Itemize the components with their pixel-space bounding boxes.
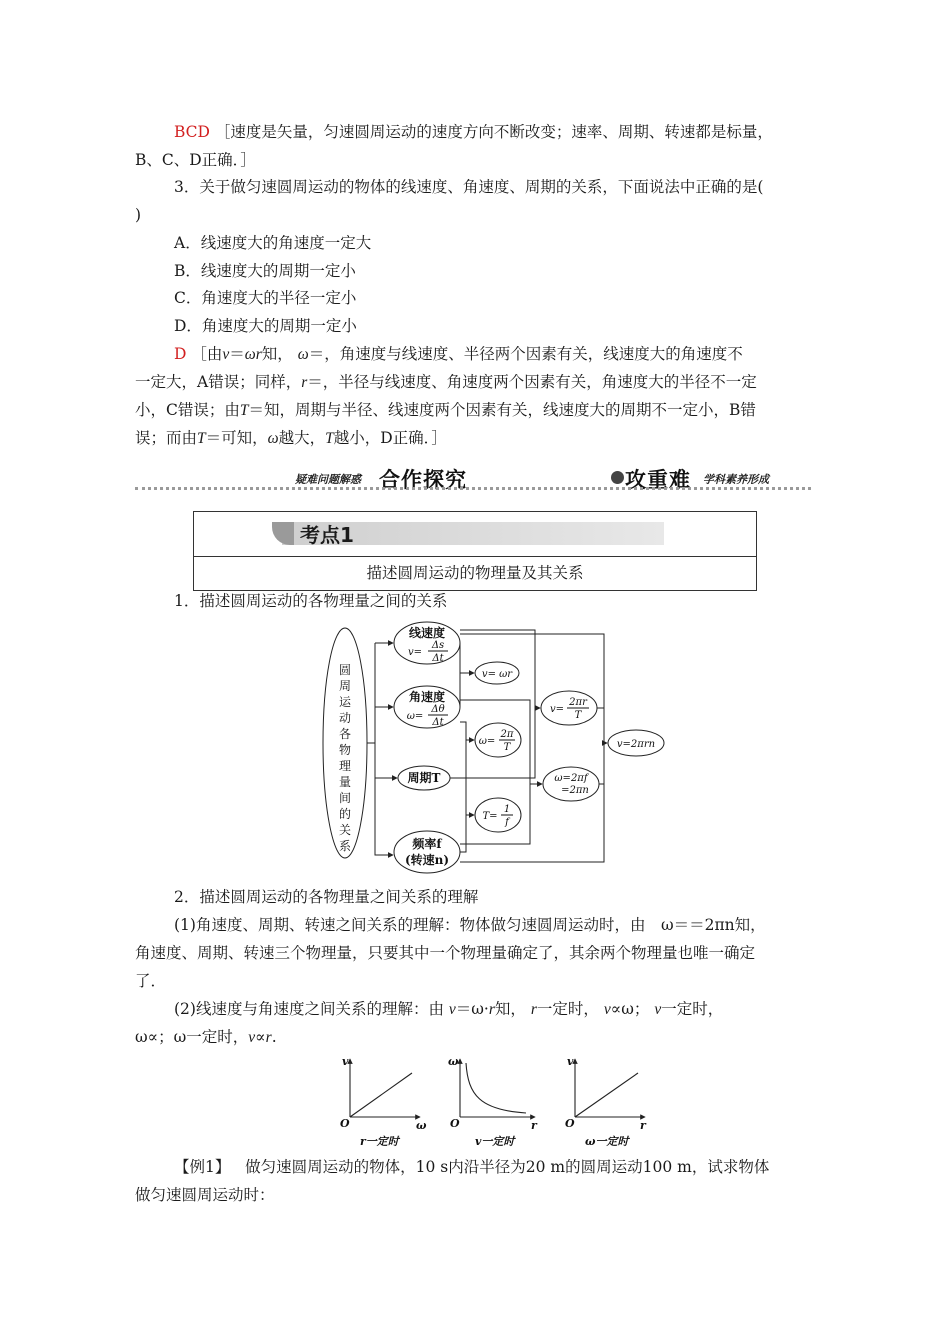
q3-stem-end: ) <box>135 206 142 224</box>
symbol: r <box>255 346 262 363</box>
q3-option-b: B．线速度大的周期一定小 <box>174 262 356 280</box>
graph3-ylabel: v <box>567 1055 574 1068</box>
q3-stem: 3．关于做匀速圆周运动的物体的线速度、角速度、周期的关系，下面说法中正确的是( <box>174 178 764 196</box>
answer-d-line3 <box>135 400 756 421</box>
left-label-9: 间 <box>338 791 352 805</box>
para2-line2 <box>135 1027 277 1048</box>
answer-bcd-line2: B、C、D正确．］ <box>135 151 256 169</box>
symbol: v <box>603 1001 611 1018</box>
section-2-heading: 2．描述圆周运动的各物理量之间关系的理解 <box>174 888 479 906</box>
para2-line1 <box>174 999 723 1020</box>
graph2-curve <box>466 1063 526 1113</box>
linear-formula-lhs: v= <box>407 647 423 658</box>
q3-option-c: C．角速度大的半径一定小 <box>174 289 357 307</box>
symbol: r <box>488 1001 495 1018</box>
angular-num: Δθ <box>431 704 445 715</box>
text: (2)线速度与角速度之间关系的理解：由 <box>174 1000 444 1018</box>
v-2pir-T-den: T <box>574 710 582 721</box>
symbol: T <box>197 430 206 447</box>
left-label-3: 运 <box>338 695 352 709</box>
graph1-ylabel: v <box>342 1055 349 1068</box>
q3-option-d: D．角速度大的周期一定小 <box>174 317 357 335</box>
graph2-origin: O <box>450 1117 460 1130</box>
period-label: 周期T <box>407 771 441 785</box>
graph1-line <box>350 1073 412 1117</box>
text: 做匀速圆周运动的物体，10 s内沿半径为20 m的圆周运动100 m，试求物体 <box>245 1158 770 1176</box>
banner-right-text: 学科素养形成 <box>703 473 769 486</box>
banner-dot-icon <box>611 471 624 484</box>
graph3-line <box>575 1073 638 1117</box>
v-2pir-T-num: 2πr <box>569 697 587 708</box>
left-label-1: 圆 <box>338 663 352 677</box>
text: 小，C错误；由 <box>135 401 240 419</box>
omega-2pi-T-num: 2π <box>500 729 514 740</box>
left-label-11: 关 <box>338 823 352 837</box>
T-1-f-num: 1 <box>503 804 511 815</box>
section-banner <box>135 462 811 492</box>
symbol: r <box>265 1029 272 1046</box>
text: 越小，D正确．］ <box>333 429 447 447</box>
graph1-xlabel: ω <box>416 1119 427 1132</box>
text: ＝ω· <box>455 1000 489 1018</box>
banner-title-b: 攻重难 <box>625 467 691 492</box>
text: ［由 <box>191 345 223 363</box>
kaodian-tag <box>282 522 664 545</box>
omega-2pi-T-den: T <box>503 742 511 753</box>
v-2pir-T-lhs: v= <box>549 704 565 715</box>
graph2-xlabel: r <box>531 1119 537 1132</box>
left-label-6: 物 <box>338 743 352 757</box>
text: ＝知，周期与半径、线速度两个因素有关，线速度大的周期不一定小，B错 <box>248 401 756 419</box>
symbol: v <box>248 1029 256 1046</box>
angular-formula-lhs: ω= <box>406 711 424 722</box>
answer-d-line4 <box>135 428 447 449</box>
example1-line1 <box>174 1157 769 1177</box>
text: . <box>271 1028 277 1046</box>
left-label-8: 量 <box>338 775 352 789</box>
left-label-10: 的 <box>338 807 352 821</box>
symbol: T <box>239 402 249 419</box>
angular-den: Δt <box>432 717 444 728</box>
banner-left-text: 疑难问题解惑 <box>295 473 361 486</box>
graph1-origin: O <box>340 1117 350 1130</box>
graph1-caption: r一定时 <box>360 1135 399 1148</box>
example1-line2: 做匀速圆周运动时： <box>135 1186 275 1204</box>
answer-key: D <box>174 345 187 363</box>
text: 一定大，A错误；同样， <box>135 373 302 391</box>
left-label-12: 系 <box>338 839 352 853</box>
relationship-diagram <box>320 610 670 875</box>
symbol: T <box>325 430 334 447</box>
divider <box>194 556 756 557</box>
proportionality-graphs <box>330 1055 650 1150</box>
symbol: r <box>301 374 308 391</box>
banner-dotted-line <box>135 487 811 490</box>
symbol: v <box>448 1001 456 1018</box>
text: 误；而由 <box>135 429 198 447</box>
answer-key: BCD <box>174 123 210 141</box>
text: ＝可知， <box>205 429 268 447</box>
text: 一定时， <box>536 1000 599 1018</box>
rotation-label: (转速n) <box>404 853 450 867</box>
omega-2pif-label: ω=2πf <box>554 773 588 784</box>
symbol: ω <box>244 346 256 363</box>
kaodian-label: 考点1 <box>300 523 354 547</box>
left-label-7: 理 <box>338 759 352 773</box>
symbol: v <box>654 1001 662 1018</box>
left-label-4: 动 <box>338 711 352 725</box>
text: 越大， <box>278 429 326 447</box>
para1-line2: 角速度、周期、转速三个物理量，只要其中一个物理量确定了，其余两个物理量也唯一确定 <box>135 944 756 962</box>
answer-bcd-line1 <box>174 122 773 142</box>
angular-velocity-label: 角速度 <box>408 690 446 704</box>
text: ∝ <box>255 1028 266 1046</box>
v-2pirn-label: v=2πrn <box>616 739 656 750</box>
q3-option-a: A．线速度大的角速度一定大 <box>174 234 372 252</box>
omega-2pin-label: =2πn <box>561 785 589 796</box>
text: ＝，角速度与线速度、半径两个因素有关，线速度大的角速度不 <box>308 345 743 363</box>
kaodian-title: 描述圆周运动的物理量及其关系 <box>366 564 584 582</box>
kaodian-box <box>193 511 757 591</box>
linear-den: Δt <box>432 653 444 664</box>
para1-line3: 了． <box>135 972 167 990</box>
T-1-f-lhs: T= <box>482 811 498 822</box>
text: 知， <box>494 1000 526 1018</box>
answer-d-line2 <box>135 372 757 393</box>
tag-curl-icon <box>272 522 294 545</box>
linear-num: Δs <box>431 640 445 651</box>
para1-line1: (1)角速度、周期、转速之间关系的理解：物体做匀速圆周运动时，由 ω＝＝2πn知， <box>174 916 766 934</box>
graph3-origin: O <box>565 1117 575 1130</box>
text: 知， <box>261 345 293 363</box>
example-label: 【例1】 <box>174 1158 231 1176</box>
text: ω∝；ω一定时， <box>135 1028 249 1046</box>
left-label-2: 周 <box>338 679 352 693</box>
T-1-f-den: f <box>505 817 509 828</box>
text: ＝ <box>229 345 245 363</box>
banner-title-a: 合作探究 <box>379 467 467 492</box>
graph3-caption: ω一定时 <box>585 1135 629 1148</box>
text: 一定时， <box>661 1000 724 1018</box>
text: ＝，半径与线速度、角速度两个因素有关，角速度大的半径不一定 <box>307 373 757 391</box>
answer-text: ［速度是矢量，匀速圆周运动的速度方向不断改变；速率、周期、转速都是标量， <box>214 123 773 141</box>
symbol: v <box>222 346 230 363</box>
text: ∝ω； <box>610 1000 650 1018</box>
frequency-label: 频率f <box>412 837 442 851</box>
graph3-xlabel: r <box>640 1119 646 1132</box>
section-1-heading: 1．描述圆周运动的各物理量之间的关系 <box>174 592 448 610</box>
graph2-ylabel: ω <box>448 1055 459 1068</box>
answer-d-line1 <box>174 344 743 365</box>
omega-2pi-T-lhs: ω= <box>478 736 496 747</box>
symbol: ω <box>267 430 279 447</box>
v-omega-r-label: v= ωr <box>481 669 513 680</box>
symbol: ω <box>297 346 309 363</box>
linear-velocity-label: 线速度 <box>408 626 446 640</box>
left-label-5: 各 <box>338 727 352 741</box>
graph2-caption: v一定时 <box>475 1135 515 1148</box>
symbol: r <box>530 1001 537 1018</box>
